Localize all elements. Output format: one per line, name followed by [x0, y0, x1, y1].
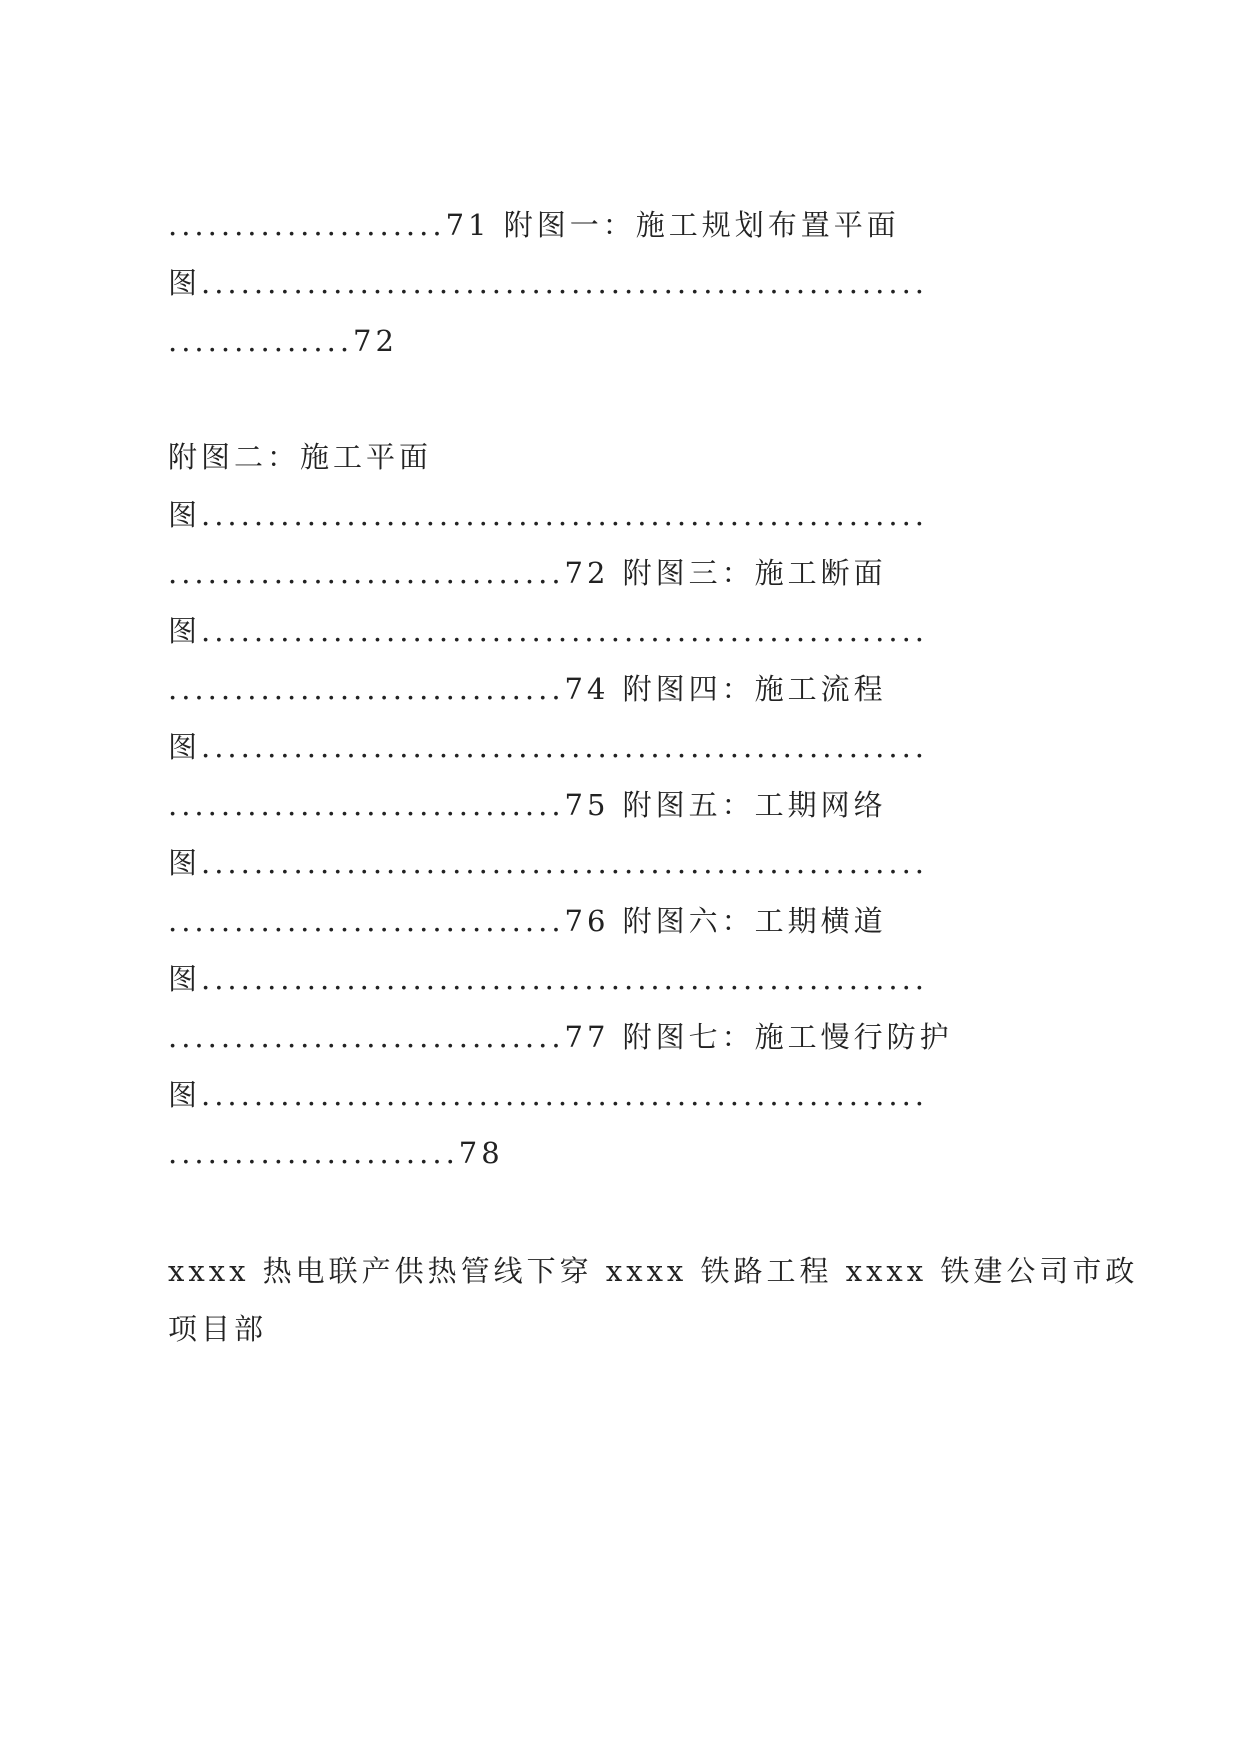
toc-line: 图....................................................... [168, 266, 929, 300]
toc-line: ..............................72 附图三：施工断面 [168, 556, 887, 590]
toc-line: 图....................................................... [168, 962, 929, 996]
toc-line: 图....................................................... [168, 498, 929, 532]
toc-line: ..............................75 附图五：工期网络 [168, 788, 887, 822]
toc-line: ......................78 [168, 1136, 504, 1170]
project-name-line: xxxx 热电联产供热管线下穿 xxxx 铁路工程 xxxx 铁建公司市政 [168, 1254, 1139, 1288]
project-department-line: 项目部 [168, 1312, 268, 1346]
toc-line: 附图二：施工平面 [168, 440, 433, 474]
toc-line: ..............................76 附图六：工期横道 [168, 904, 887, 938]
toc-line: ..............................74 附图四：施工流程 [168, 672, 887, 706]
toc-line: ..............72 [168, 324, 398, 358]
toc-line: 图....................................................... [168, 730, 929, 764]
toc-line: .....................71 附图一：施工规划布置平面 [168, 208, 900, 242]
toc-line: 图....................................................... [168, 846, 929, 880]
toc-line: ..............................77 附图七：施工慢行防护 [168, 1020, 953, 1054]
toc-line: 图....................................................... [168, 1078, 929, 1112]
toc-line: 图....................................................... [168, 614, 929, 648]
